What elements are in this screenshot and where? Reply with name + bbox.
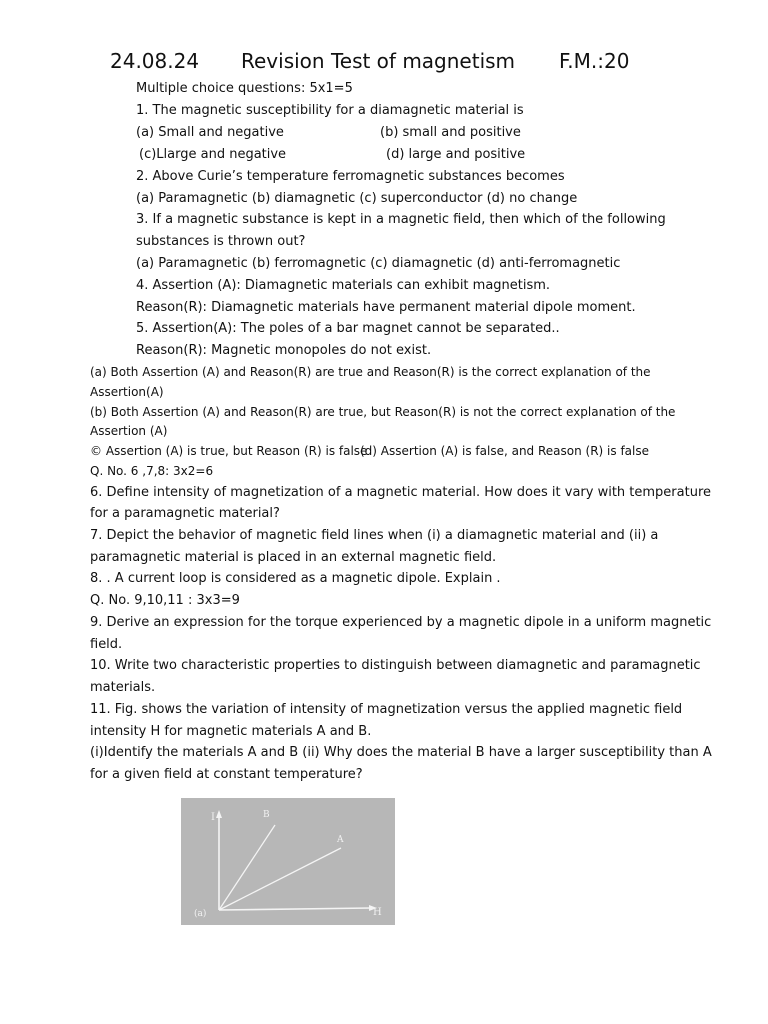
question-6-line-2: for a paramagnetic material? <box>90 506 280 521</box>
test-title: Revision Test of magnetism <box>241 49 516 73</box>
ar-option-a-line-1: (a) Both Assertion (A) and Reason(R) are true and Reason(R) is the correct explanation of the <box>90 365 651 379</box>
question-7-line-1: 7. Depict the behavior of magnetic field lines when (i) a diamagnetic material and (ii) a <box>90 528 659 543</box>
section-2-heading: Q. No. 6 ,7,8: 3x2=6 <box>90 464 214 478</box>
ar-option-b-line-2: Assertion (A) <box>90 424 168 438</box>
panel-label: (a) <box>194 909 207 919</box>
question-11-line-3: (i)Identify the materials A and B (ii) Why does the material B have a larger susceptibility than A <box>90 745 712 760</box>
question-10-line-2: materials. <box>90 680 156 695</box>
magnetization-graph <box>181 798 395 925</box>
full-marks: F.M.:20 <box>559 49 630 73</box>
question-3-line-2: substances is thrown out? <box>136 234 306 249</box>
question-7-line-2: paramagnetic material is placed in an external magnetic field. <box>90 550 497 565</box>
question-11-line-2: intensity H for magnetic materials A and B. <box>90 724 372 739</box>
q1-option-b: (b) small and positive <box>380 125 521 140</box>
y-axis-label: I <box>211 812 215 823</box>
q2-options: (a) Paramagnetic (b) diamagnetic (c) superconductor (d) no change <box>136 191 578 206</box>
magnetization-graph-figure <box>181 798 395 925</box>
question-11-line-4: for a given field at constant temperature? <box>90 767 363 782</box>
ar-option-b-line-1: (b) Both Assertion (A) and Reason(R) are true, but Reason(R) is not the correct explanation of the <box>90 405 676 419</box>
x-axis-label: H <box>373 907 382 918</box>
q1-option-a: (a) Small and negative <box>136 125 284 140</box>
question-3-line-1: 3. If a magnetic substance is kept in a magnetic field, then which of the following <box>136 212 666 227</box>
line-a-label: A <box>337 835 344 845</box>
q3-options: (a) Paramagnetic (b) ferromagnetic (c) diamagnetic (d) anti-ferromagnetic <box>136 256 621 271</box>
question-10-line-1: 10. Write two characteristic properties to distinguish between diamagnetic and paramagnetic <box>90 658 701 673</box>
question-9-line-2: field. <box>90 637 123 652</box>
question-8: 8. . A current loop is considered as a magnetic dipole. Explain . <box>90 571 501 586</box>
question-5-reason: Reason(R): Magnetic monopoles do not exist. <box>136 343 432 358</box>
question-5-assertion: 5. Assertion(A): The poles of a bar magnet cannot be separated.. <box>136 321 560 336</box>
question-4-reason: Reason(R): Diamagnetic materials have permanent material dipole moment. <box>136 300 636 315</box>
q1-option-c: (c)Llarge and negative <box>139 147 287 162</box>
ar-option-d: (d) Assertion (A) is false, and Reason (R) is false <box>360 444 649 458</box>
ar-option-a-line-2: Assertion(A) <box>90 385 164 399</box>
question-9-line-1: 9. Derive an expression for the torque experienced by a magnetic dipole in a uniform magnetic <box>90 615 712 630</box>
section-3-heading: Q. No. 9,10,11 : 3x3=9 <box>90 593 240 608</box>
question-4-assertion: 4. Assertion (A): Diamagnetic materials can exhibit magnetism. <box>136 278 551 293</box>
line-b-label: B <box>263 810 270 820</box>
q1-option-d: (d) large and positive <box>386 147 526 162</box>
test-date: 24.08.24 <box>110 49 200 73</box>
question-11-line-1: 11. Fig. shows the variation of intensity of magnetization versus the applied magnetic field <box>90 702 683 717</box>
question-6-line-1: 6. Define intensity of magnetization of a magnetic material. How does it vary with temperature <box>90 485 712 500</box>
ar-option-c: © Assertion (A) is true, but Reason (R) is false <box>90 444 368 458</box>
question-2: 2. Above Curie’s temperature ferromagnetic substances becomes <box>136 169 565 184</box>
question-1: 1. The magnetic susceptibility for a diamagnetic material is <box>136 103 524 118</box>
section-mcq-heading: Multiple choice questions: 5x1=5 <box>136 81 353 96</box>
